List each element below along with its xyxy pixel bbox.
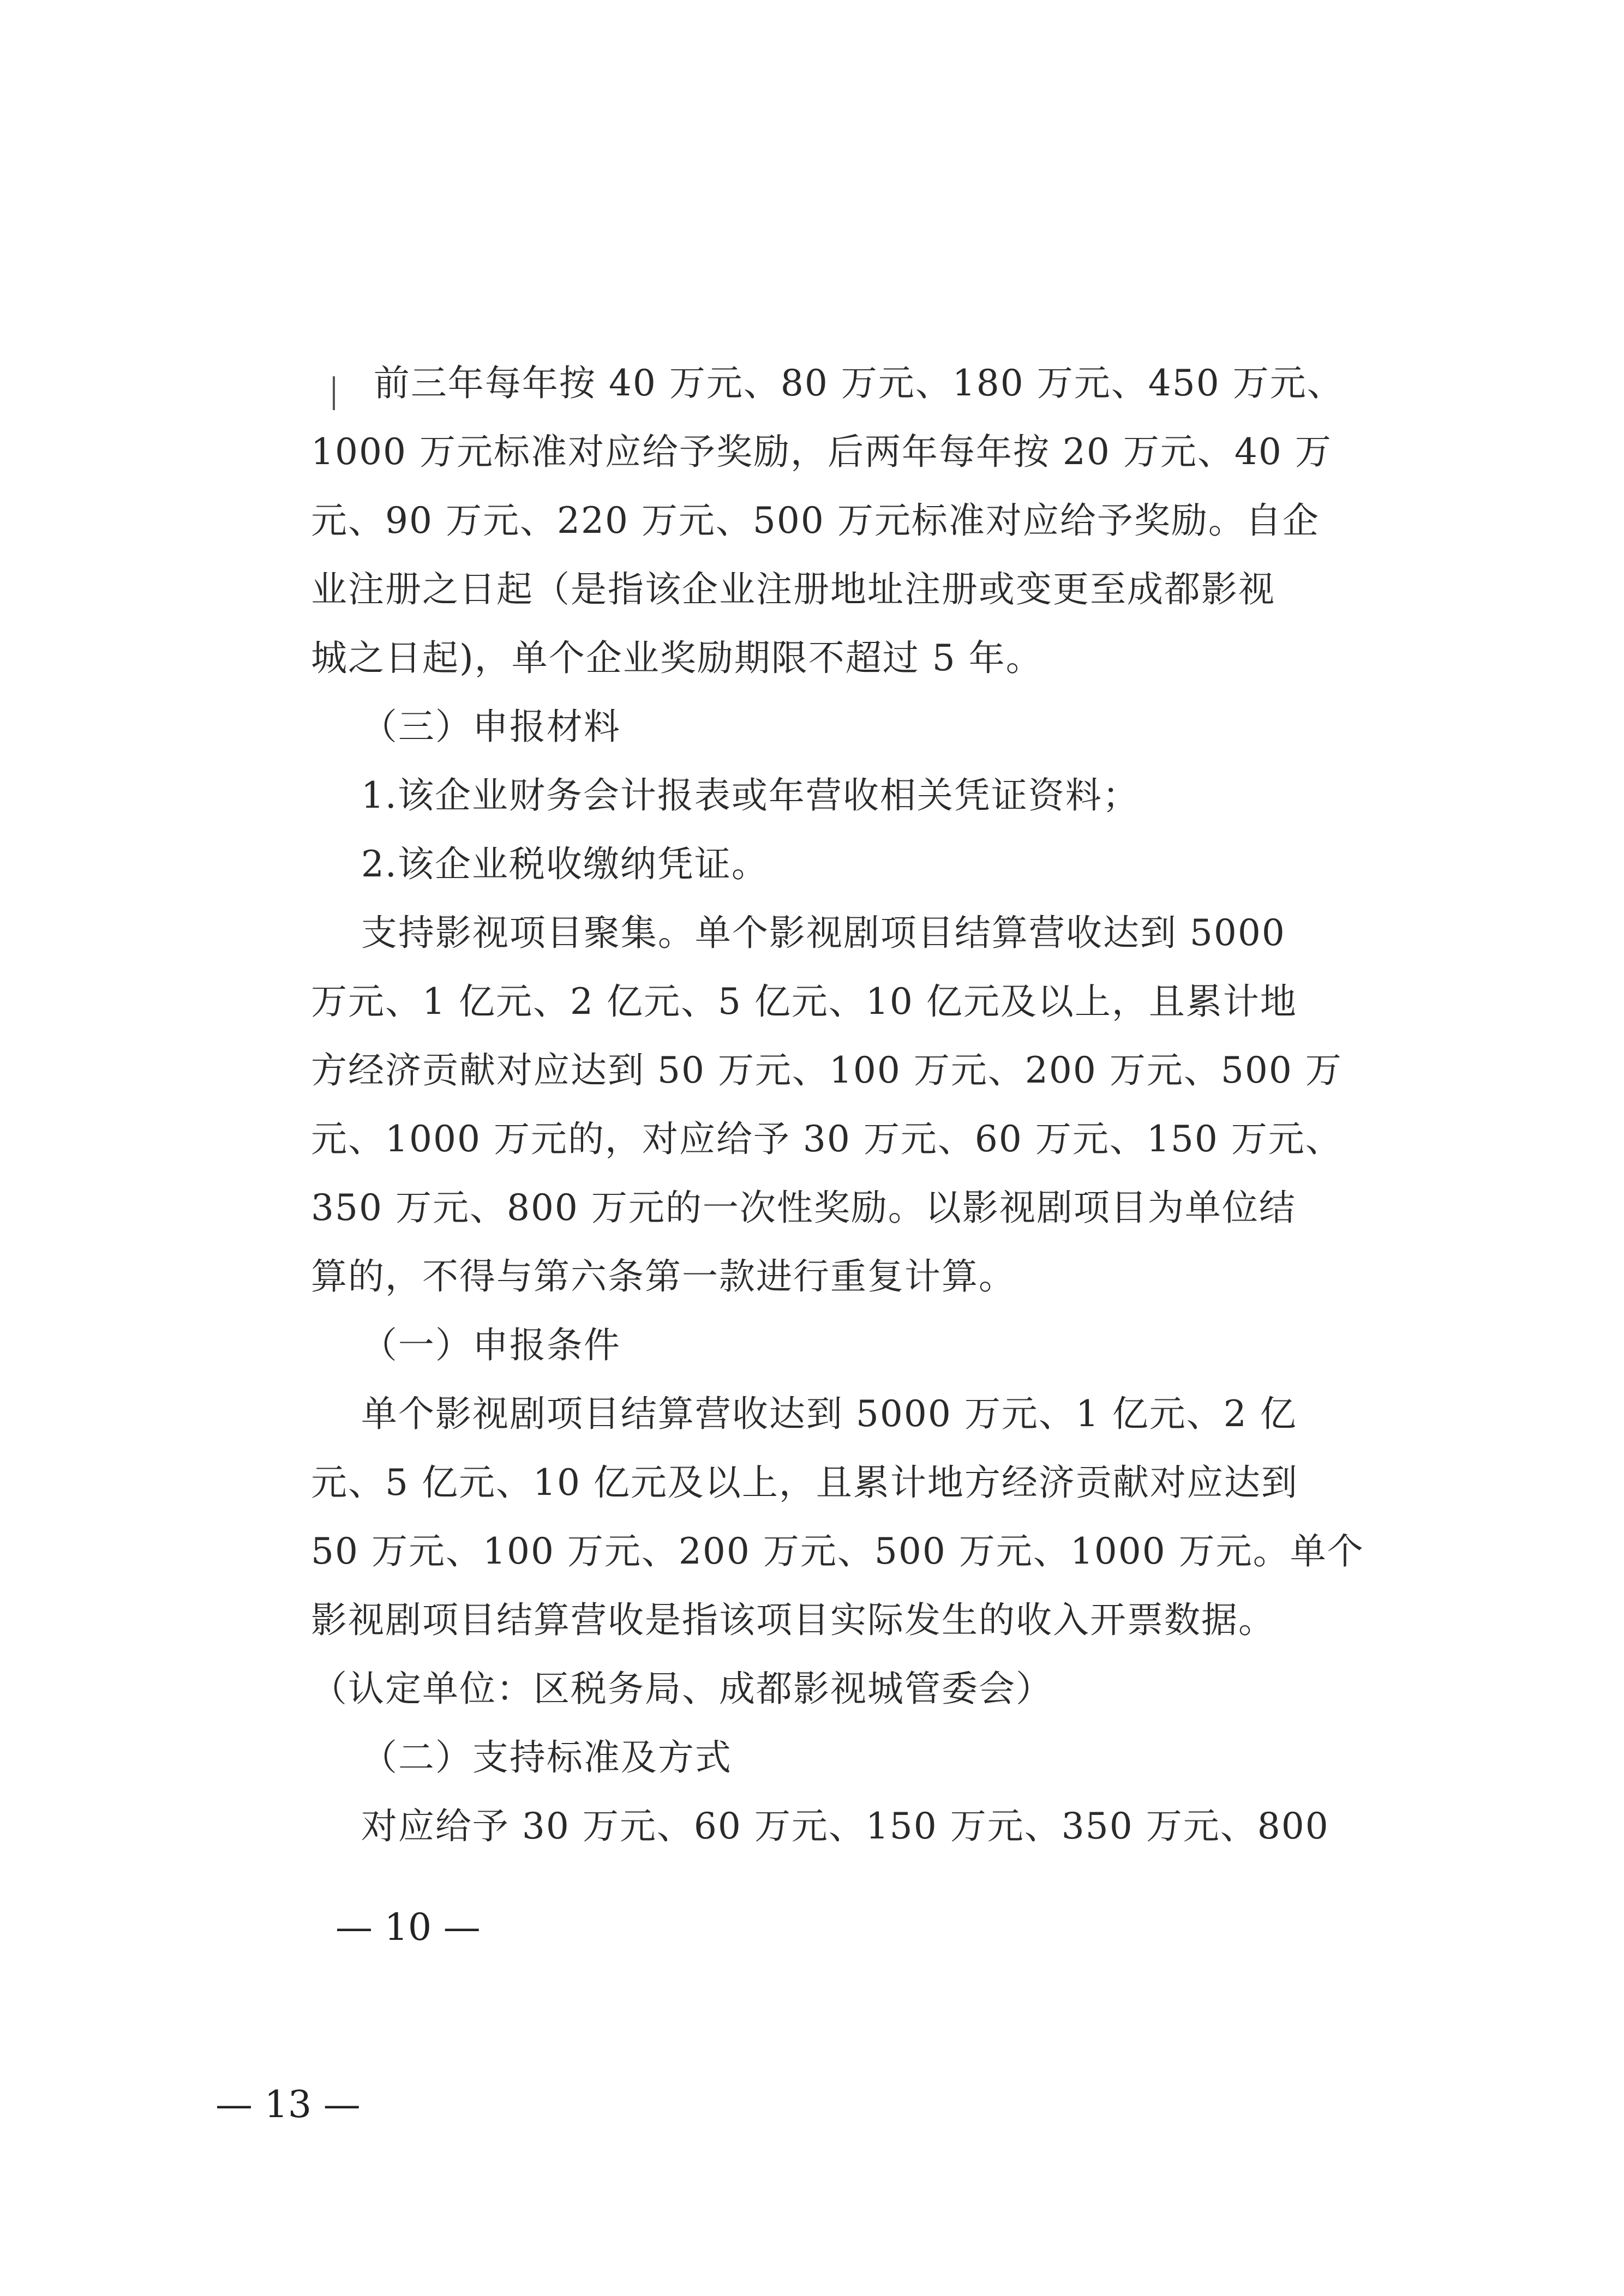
body-line: 方经济贡献对应达到 50 万元、100 万元、200 万元、500 万 <box>311 1049 1343 1091</box>
body-line: 元、90 万元、220 万元、500 万元标准对应给予奖励。自企 <box>311 500 1320 542</box>
body-line: 业注册之日起（是指该企业注册地址注册或变更至成都影视 <box>311 568 1275 610</box>
body-line: 元、1000 万元的，对应给予 30 万元、60 万元、150 万元、 <box>311 1118 1343 1160</box>
document-body <box>311 349 1364 1861</box>
body-line: 2.该企业税收缴纳凭证。 <box>311 843 769 885</box>
section-heading: （一）申报条件 <box>311 1324 621 1366</box>
body-line: 算的，不得与第六条第一款进行重复计算。 <box>311 1255 1016 1297</box>
body-line: 对应给予 30 万元、60 万元、150 万元、350 万元、800 <box>311 1805 1329 1847</box>
inner-page-number: — 10 — <box>335 1906 481 1949</box>
outer-page-number: — 13 — <box>215 2083 361 2126</box>
body-line: 支持影视项目聚集。单个影视剧项目结算营收达到 5000 <box>311 912 1286 954</box>
body-line: 万元、1 亿元、2 亿元、5 亿元、10 亿元及以上，且累计地 <box>311 981 1297 1023</box>
body-line: 350 万元、800 万元的一次性奖励。以影视剧项目为单位结 <box>311 1187 1296 1229</box>
body-line: 1000 万元标准对应给予奖励，后两年每年按 20 万元、40 万 <box>311 431 1332 473</box>
body-line: （认定单位：区税务局、成都影视城管委会） <box>311 1668 1053 1710</box>
section-heading: （二）支持标准及方式 <box>311 1736 732 1778</box>
body-line: 单个影视剧项目结算营收达到 5000 万元、1 亿元、2 亿 <box>311 1393 1297 1435</box>
body-line: 50 万元、100 万元、200 万元、500 万元、1000 万元。单个 <box>311 1530 1364 1572</box>
body-line: 前三年每年按 40 万元、80 万元、180 万元、450 万元、 <box>311 362 1344 404</box>
body-line: 元、5 亿元、10 亿元及以上，且累计地方经济贡献对应达到 <box>311 1462 1298 1504</box>
section-heading: （三）申报材料 <box>311 706 621 748</box>
body-line: 影视剧项目结算营收是指该项目实际发生的收入开票数据。 <box>311 1599 1275 1641</box>
body-line: 1.该企业财务会计报表或年营收相关凭证资料； <box>311 774 1140 816</box>
body-line: 城之日起)，单个企业奖励期限不超过 5 年。 <box>311 637 1043 679</box>
